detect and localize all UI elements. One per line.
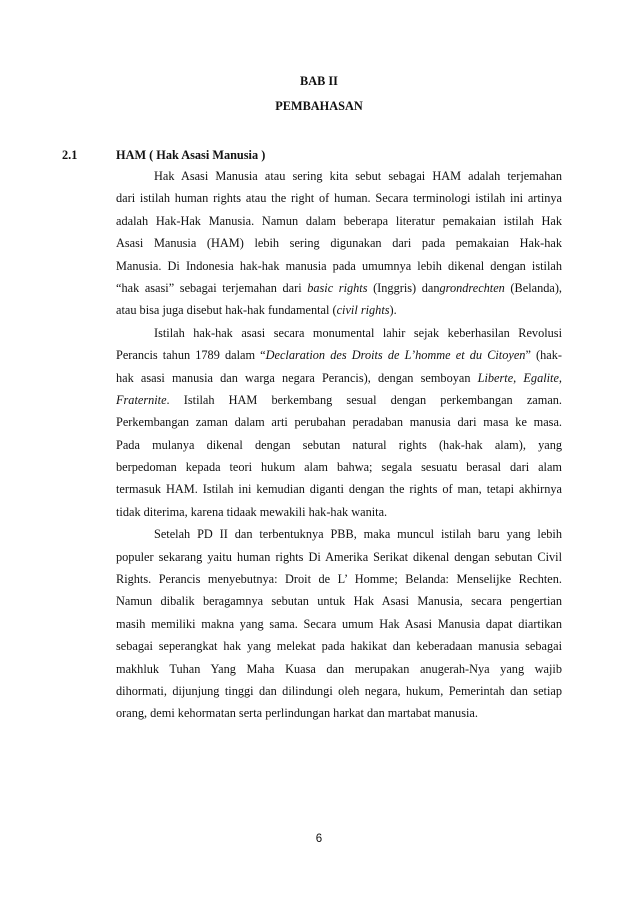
section-number: 2.1 [62, 148, 78, 162]
section-body [116, 165, 562, 725]
paragraph-line: Istilah hak-hak asasi secara monumental lahir sejak keberhasilan Revolusi [154, 325, 562, 340]
paragraph-line: Rights. Perancis menyebutnya: Droit de L’ Homme; Belanda: Menselijke Rechten. [116, 572, 562, 587]
page-number: 6 [315, 833, 323, 845]
paragraph-line: atau bisa juga disebut hak-hak fundamental (civil rights). [116, 303, 397, 318]
paragraph [116, 165, 562, 322]
chapter-number: BAB II [300, 74, 338, 88]
paragraph-line: populer sekarang yaitu human rights Di Amerika Serikat dikenal dengan sebutan Civil [116, 549, 562, 564]
paragraph-line: dihormati, dijunjung tinggi dan dilindungi oleh negara, hukum, Pemerintah dan setiap [116, 683, 562, 698]
paragraph-line: “hak asasi” sebagai terjemahan dari basic rights (Inggris) dangrondrechten (Belanda), [116, 280, 562, 295]
paragraph-line: Asasi Manusia (HAM) lebih sering digunakan dari pada pemakaian Hak-hak [116, 236, 562, 251]
paragraph-line: dari istilah human rights atau the right of human. Secara terminologi istilah ini artinya [116, 191, 562, 206]
paragraph [116, 322, 562, 524]
paragraph-line: termasuk HAM. Istilah ini kemudian diganti dengan the rights of man, tetapi akhirnya [116, 482, 562, 497]
paragraph-line: Hak Asasi Manusia atau sering kita sebut sebagai HAM adalah terjemahan [154, 169, 562, 183]
paragraph-line: Manusia. Di Indonesia hak-hak manusia pada umumnya lebih dikenal dengan istilah [116, 258, 562, 273]
paragraph-line: adalah Hak-Hak Manusia. Namun dalam beberapa literatur pemakaian istilah Hak [116, 213, 562, 228]
paragraph-line: Perkembangan zaman dalam arti perubahan peradaban manusia dari masa ke masa. [116, 415, 562, 430]
paragraph-line: Pada mulanya dikenal dengan sebutan natural rights (hak-hak alam), yang [116, 437, 562, 452]
paragraph-line: Fraternite. Istilah HAM berkembang sesual dengan perkembangan zaman. [116, 392, 562, 407]
paragraph-line: Setelah PD II dan terbentuknya PBB, maka muncul istilah baru yang lebih [154, 527, 562, 542]
paragraph-line: masih memiliki makna yang sama. Secara umum Hak Asasi Manusia dapat diartikan [116, 616, 562, 631]
paragraph-line: Perancis tahun 1789 dalam “Declaration des Droits de L’homme et du Citoyen” (hak- [116, 348, 562, 363]
paragraph-line: Namun dibalik beragamnya sebutan untuk Hak Asasi Manusia, secara pengertian [116, 594, 562, 609]
section-title: HAM ( Hak Asasi Manusia ) [116, 148, 266, 162]
paragraph-line: makhluk Tuhan Yang Maha Kuasa dan merupakan anugerah-Nya yang wajib [116, 661, 562, 676]
paragraph-line: berpedoman kepada teori hukum alam bahwa; segala sesuatu berasal dari alam [116, 460, 562, 475]
paragraph [116, 523, 562, 725]
paragraph-line: sebagai seperangkat hak yang melekat pada hakikat dan keberadaan manusia sebagai [116, 639, 562, 654]
paragraph-line: orang, demi kehormatan serta perlindungan harkat dan martabat manusia. [116, 706, 478, 721]
paragraph-line: hak asasi manusia dan warga negara Perancis), dengan semboyan Liberte, Egalite, [116, 370, 563, 385]
paragraph-line: tidak diterima, karena tidaak mewakili hak-hak wanita. [116, 504, 388, 519]
chapter-title: PEMBAHASAN [275, 99, 363, 113]
